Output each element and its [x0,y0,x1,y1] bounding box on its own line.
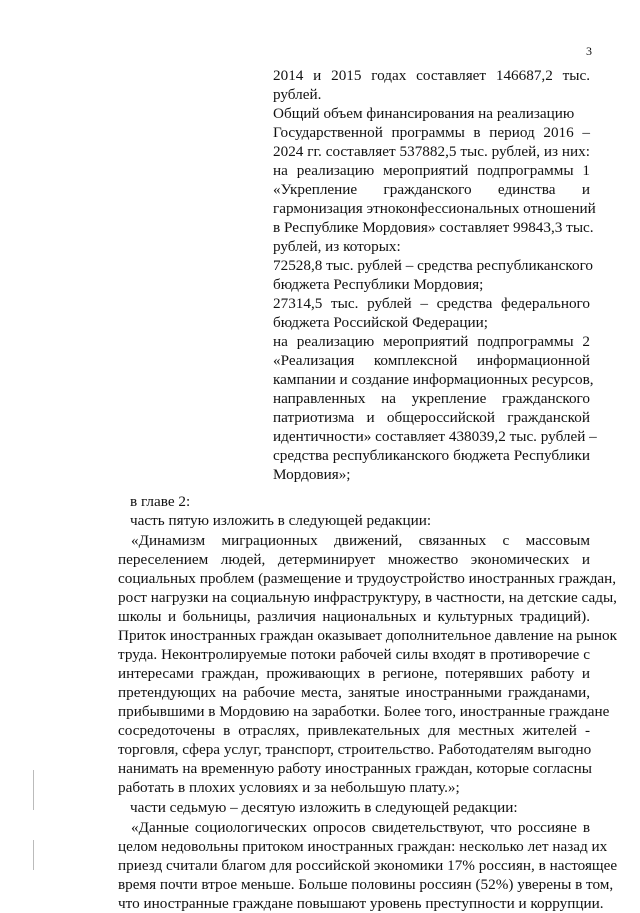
instruction-line: часть пятую изложить в следующей редакции: [130,512,432,529]
text-line: нанимать на временную работу иностранных граждан, которые согласны [118,760,592,777]
text-line: работать в плохих условиях и за небольшую плату.»; [118,779,460,796]
text-line: гармонизация этноконфессиональных отношений [273,200,596,217]
text-line: труда. Неконтролируемые потоки рабочей силы входят в противоречие с [118,646,590,663]
text-line: Общий объем финансирования на реализацию [273,105,575,122]
text-line: претендующих на рабочие места, занятые иностранными гражданами, [118,684,590,701]
text-line: Приток иностранных граждан оказывает дополнительное давление на рынок [118,627,618,644]
text-line: что иностранные граждане повышают уровень преступности и коррупции. [118,895,604,912]
text-line: «Укрепление гражданского единства и [273,181,590,198]
page-number: 3 [586,44,592,58]
text-line: кампании и создание информационных ресурсов, [273,371,594,388]
text-line: 72528,8 тыс. рублей – средства республиканского [273,257,594,274]
text-line: бюджета Республики Мордовия; [273,276,484,293]
text-line: рост нагрузки на социальную инфраструктуру, в частности, на детские сады, [118,589,617,606]
text-line: 2024 гг. составляет 537882,5 тыс. рублей, из них: [273,143,590,160]
text-line: Мордовия»; [273,466,351,483]
text-line: сосредоточены в отраслях, привлекательных для местных жителей - [118,722,590,739]
text-line: 27314,5 тыс. рублей – средства федерального [273,295,590,312]
text-line: на реализацию мероприятий подпрограммы 2 [273,333,590,350]
text-line: рублей, из которых: [273,238,401,255]
text-line: торговля, сфера услуг, транспорт, строительство. Работодателям выгодно [118,741,592,758]
instruction-line: части седьмую – десятую изложить в следующей редакции: [130,799,518,816]
text-line: рублей. [273,86,322,103]
text-line: прибывшими в Мордовию на заработки. Более того, иностранные граждане [118,703,610,720]
text-line: бюджета Российской Федерации; [273,314,489,331]
chapter-heading: в главе 2: [130,493,191,510]
text-line: патриотизма и общероссийской гражданской [273,409,590,426]
text-line: приезд считали благом для российской экономики 17% россиян, в настоящее [118,857,618,874]
text-line: время почти втрое меньше. Больше половины россиян (52%) уверены в том, [118,876,614,893]
text-line: социальных проблем (размещение и трудоустройство иностранных граждан, [118,570,617,587]
scan-mark [33,770,34,810]
text-line: идентичности» составляет 438039,2 тыс. рублей – [273,428,597,445]
paragraph-first-line: «Динамизм миграционных движений, связанных с массовым [131,532,590,549]
text-line: интересами граждан, проживающих в регионе, потерявших работу и [118,665,590,682]
text-line: «Реализация комплексной информационной [273,352,590,369]
paragraph-first-line: «Данные социологических опросов свидетельствуют, что россияне в [131,819,590,836]
text-line: переселением людей, детерминирует множество экономических и [118,551,590,568]
scan-mark [33,840,34,870]
text-line: на реализацию мероприятий подпрограммы 1 [273,162,590,179]
text-line: направленных на укрепление гражданского [273,390,590,407]
text-line: средства республиканского бюджета Республики [273,447,590,464]
text-line: Государственной программы в период 2016 – [273,124,590,141]
text-line: целом недовольны притоком иностранных граждан: несколько лет назад их [118,838,608,855]
text-line: школы и больницы, различия национальных и культурных традиций). [118,608,590,625]
text-line: в Республике Мордовия» составляет 99843,3 тыс. [273,219,594,236]
text-line: 2014 и 2015 годах составляет 146687,2 тыс. [273,67,590,84]
